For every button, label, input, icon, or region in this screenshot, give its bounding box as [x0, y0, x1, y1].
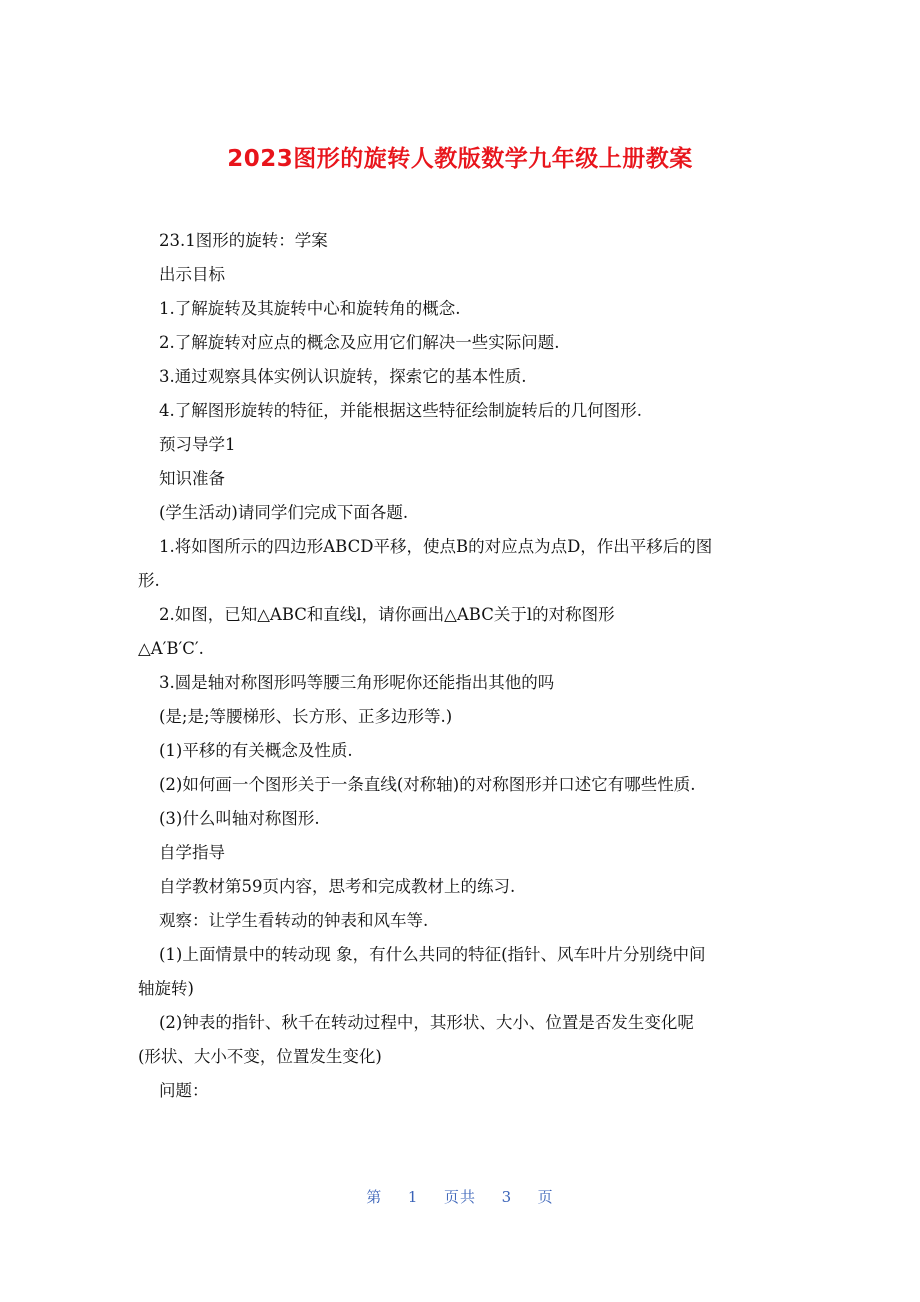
paragraph-line: 自学指导 [159, 843, 225, 862]
paragraph-line: (2)钟表的指针、秋千在转动过程中，其形状、大小、位置是否发生变化呢 [159, 1013, 694, 1032]
footer-prefix: 第 [366, 1188, 383, 1206]
paragraph-line: 1.了解旋转及其旋转中心和旋转角的概念. [159, 299, 461, 318]
footer-suffix: 页 [537, 1188, 554, 1206]
paragraph-line: 观察：让学生看转动的钟表和风车等. [159, 911, 429, 930]
footer-total-pages: 3 [501, 1188, 513, 1206]
paragraph-line: △A′B′C′. [138, 639, 204, 658]
footer-current-page: 1 [407, 1188, 419, 1206]
paragraph-line: 知识准备 [159, 469, 225, 488]
paragraph-line: 3.通过观察具体实例认识旋转，探索它的基本性质. [159, 367, 527, 386]
paragraph-line: 23.1图形的旋转：学案 [159, 231, 328, 250]
paragraph-line: (2)如何画一个图形关于一条直线(对称轴)的对称图形并口述它有哪些性质. [159, 775, 696, 794]
paragraph-line: (学生活动)请同学们完成下面各题. [159, 503, 409, 522]
paragraph-line: 自学教材第59页内容，思考和完成教材上的练习. [159, 877, 516, 896]
paragraph-line: 形. [138, 571, 160, 590]
paragraph-line: 问题： [159, 1081, 209, 1100]
paragraph-line: 1.将如图所示的四边形ABCD平移，使点B的对应点为点D，作出平移后的图 [159, 537, 713, 556]
paragraph-line: 出示目标 [159, 265, 225, 284]
footer-mid: 页共 [443, 1188, 476, 1206]
page-footer [0, 1186, 920, 1207]
paragraph-line: (1)平移的有关概念及性质. [159, 741, 353, 760]
paragraph-line: 2.如图，已知△ABC和直线l，请你画出△ABC关于l的对称图形 [159, 605, 615, 624]
paragraph-line: (是;是;等腰梯形、长方形、正多边形等.) [159, 707, 453, 726]
paragraph-line: (3)什么叫轴对称图形. [159, 809, 320, 828]
paragraph-line: 3.圆是轴对称图形吗等腰三角形呢你还能指出其他的吗 [159, 673, 555, 692]
paragraph-line: (形状、大小不变，位置发生变化) [138, 1047, 382, 1066]
document-title: 2023图形的旋转人教版数学九年级上册教案 [227, 146, 693, 172]
paragraph-line: 4.了解图形旋转的特征，并能根据这些特征绘制旋转后的几何图形. [159, 401, 642, 420]
paragraph-line: 2.了解旋转对应点的概念及应用它们解决一些实际问题. [159, 333, 560, 352]
paragraph-line: (1)上面情景中的转动现 象，有什么共同的特征(指针、风车叶片分别绕中间 [159, 945, 706, 964]
paragraph-line: 预习导学1 [159, 435, 236, 454]
paragraph-line: 轴旋转) [138, 979, 194, 998]
document-body [138, 224, 788, 1108]
